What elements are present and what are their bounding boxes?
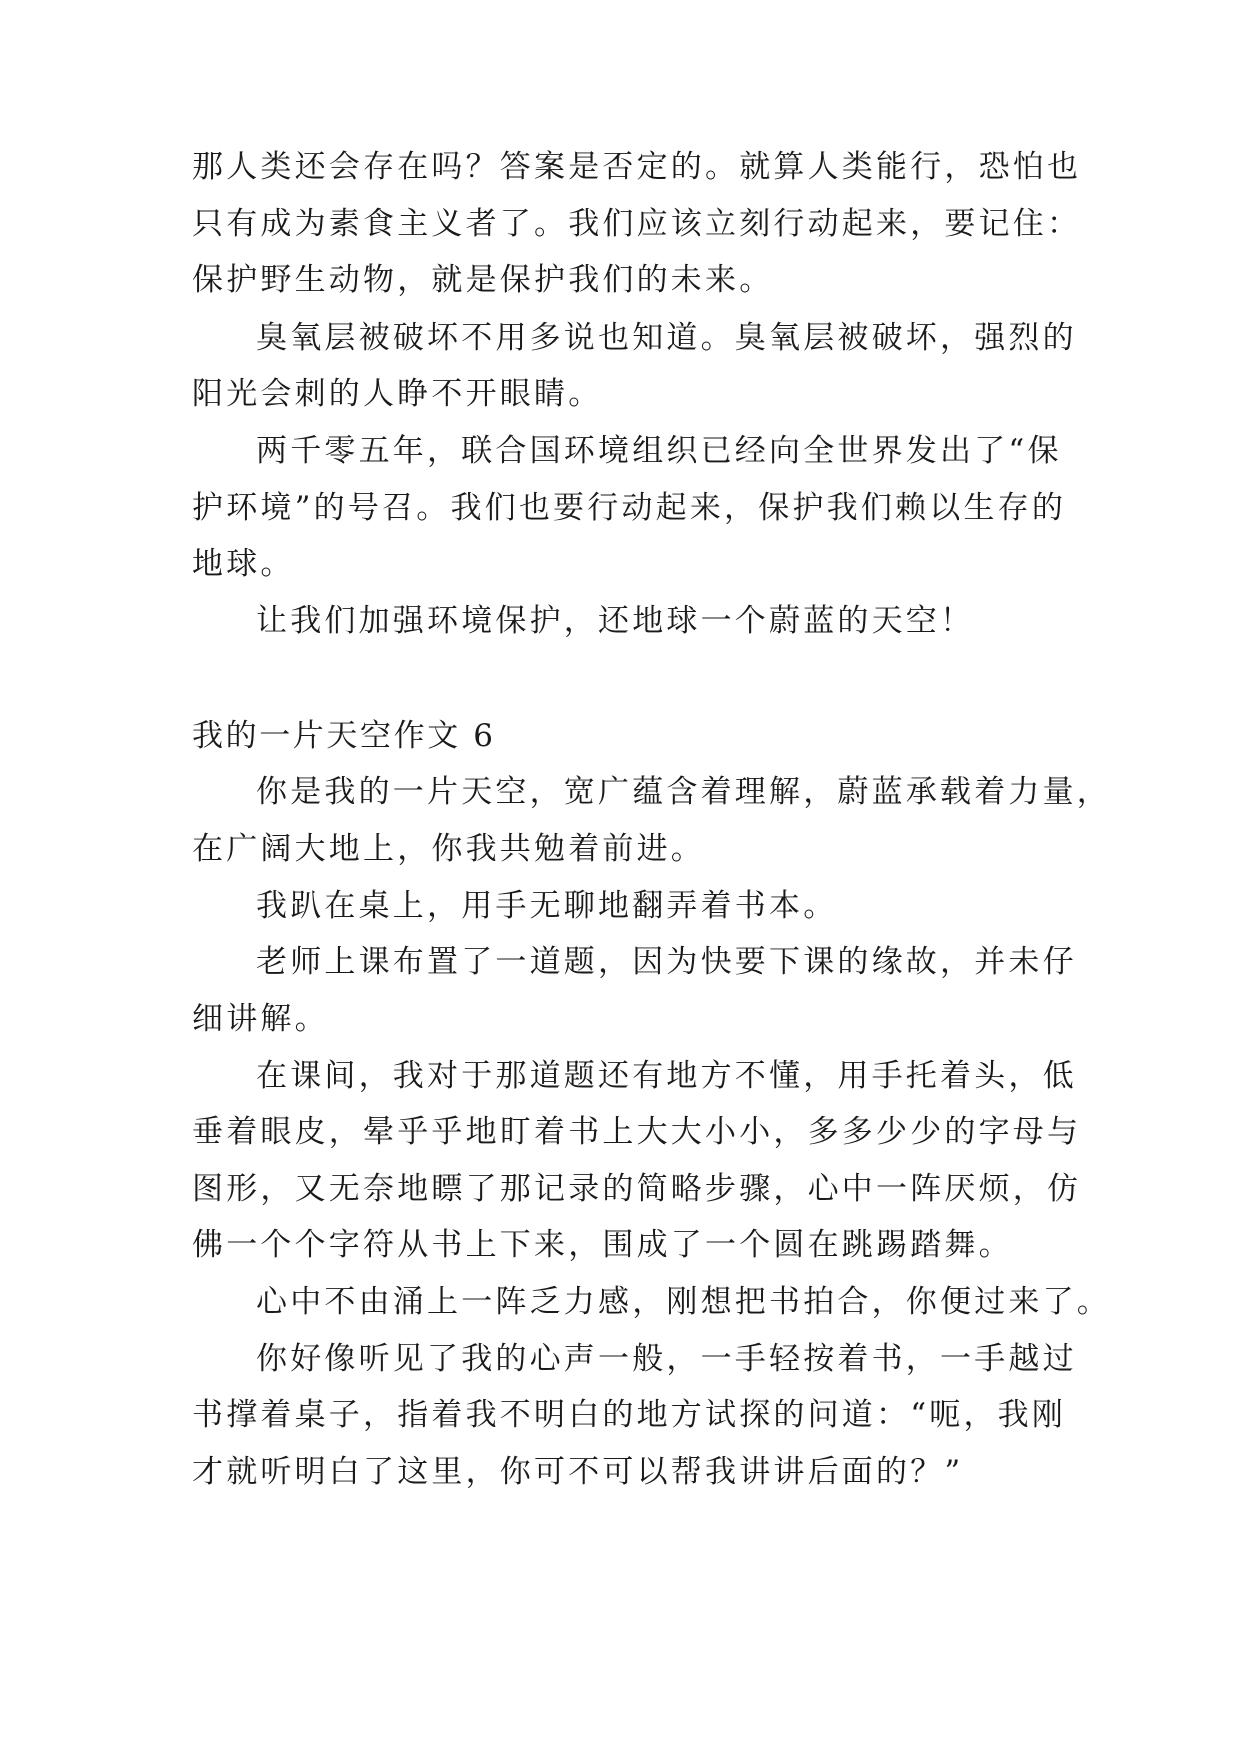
paragraph-line: 保护野生动物，就是保护我们的未来。: [192, 262, 774, 298]
paragraph-line: 垂着眼皮，晕乎乎地盯着书上大大小小，多多少少的字母与: [192, 1114, 1082, 1150]
paragraph-line: 两千零五年，联合国环境组织已经向全世界发出了“保: [256, 433, 1062, 469]
paragraph-line: 臭氧层被破坏不用多说也知道。臭氧层被破坏，强烈的: [256, 320, 1077, 356]
paragraph-line: 才就听明白了这里，你可不可以帮我讲讲后面的？”: [192, 1454, 964, 1490]
paragraph-line: 地球。: [192, 546, 295, 582]
paragraph-line: 心中不由涌上一阵乏力感，刚想把书拍合，你便过来了。: [256, 1284, 1111, 1320]
paragraph-line: 细讲解。: [192, 1001, 329, 1037]
paragraph-line: 只有成为素食主义者了。我们应该立刻行动起来，要记住：: [192, 206, 1082, 242]
paragraph-line: 图形，又无奈地瞟了那记录的简略步骤，心中一阵厌烦，仿: [192, 1171, 1082, 1207]
paragraph-line: 书撑着桌子，指着我不明白的地方试探的问道：“呃，我刚: [192, 1397, 1067, 1433]
paragraph-line: 你是我的一片天空，宽广蕴含着理解，蔚蓝承载着力量，: [256, 774, 1111, 810]
paragraph-line: 老师上课布置了一道题，因为快要下课的缘故，并未仔: [256, 944, 1077, 980]
paragraph-line: 你好像听见了我的心声一般，一手轻按着书，一手越过: [256, 1341, 1077, 1377]
paragraph-line: 在广阔大地上，你我共勉着前进。: [192, 831, 705, 867]
paragraph-line: 我趴在桌上，用手无聊地翻弄着书本。: [256, 888, 838, 924]
section-title: 我的一片天空作文 6: [192, 718, 496, 754]
paragraph-line: 在课间，我对于那道题还有地方不懂，用手托着头，低: [256, 1058, 1077, 1094]
paragraph-line: 佛一个个字符从书上下来，围成了一个圆在跳踢踏舞。: [192, 1227, 1013, 1263]
paragraph-line: 阳光会刺的人睁不开眼睛。: [192, 376, 603, 412]
paragraph-line: 那人类还会存在吗？答案是否定的。就算人类能行，恐怕也: [192, 149, 1082, 185]
paragraph-line: 护环境”的号召。我们也要行动起来，保护我们赖以生存的: [192, 490, 1067, 526]
paragraph-line: 让我们加强环境保护，还地球一个蔚蓝的天空！: [256, 603, 975, 639]
